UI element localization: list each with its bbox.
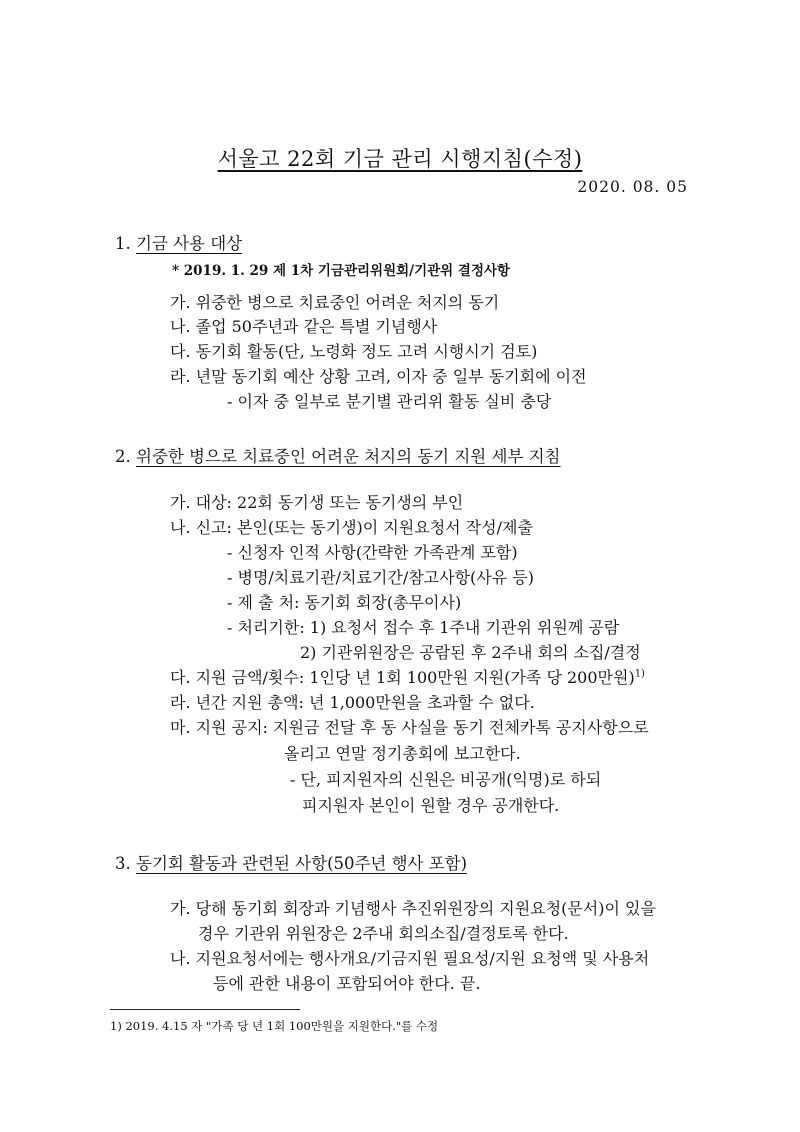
section-1-line-4: 라. 년말 동기회 예산 상황 고려, 이자 중 일부 동기회에 이전 [170, 367, 587, 386]
section-2-title: 위중한 병으로 치료중인 어려운 처지의 동기 지원 세부 지침 [136, 447, 561, 466]
section-3-number: 3. [115, 854, 131, 873]
document-title: 서울고 22회 기금 관리 시행지침(수정) [217, 147, 583, 171]
section-2-heading [115, 443, 561, 467]
document-date: 2020. 08. 05 [577, 178, 688, 196]
section-2-line-9: 라. 년간 지원 총액: 년 1,000만원을 초과할 수 없다. [170, 693, 535, 712]
section-3-line-2: 경우 기관위 위원장은 2주내 회의소집/결정토록 한다. [198, 924, 569, 943]
section-2-line-3: - 신청자 인적 사항(간략한 가족관계 포함) [227, 543, 518, 562]
section-2-number: 2. [115, 447, 131, 466]
footnote: 1) 2019. 4.15 자 "가족 당 년 1회 100만원을 지원한다."를 수정 [110, 1019, 439, 1033]
section-2-line-6: - 처리기한: 1) 요청서 접수 후 1주내 기관위 위원께 공람 [227, 618, 620, 637]
section-2-line-8-text: 다. 지원 금액/횟수: 1인당 년 1회 100만원 지원(가족 당 200만원) [170, 668, 635, 687]
section-2-line-13: 피지원자 본인이 원할 경우 공개한다. [302, 796, 560, 815]
section-1-title: 기금 사용 대상 [136, 234, 243, 253]
section-1-number: 1. [115, 234, 131, 253]
section-2-line-5: - 제 출 처: 동기회 회장(총무이사) [227, 593, 462, 612]
section-3-line-3: 나. 지원요청서에는 행사개요/기금지원 필요성/지원 요청액 및 사용처 [170, 949, 650, 968]
section-1-line-2: 나. 졸업 50주년과 같은 특별 기념행사 [170, 317, 438, 336]
section-1-line-1: 가. 위중한 병으로 치료중인 어려운 처지의 동기 [170, 293, 500, 312]
section-1-note: * 2019. 1. 29 제 1차 기금관리위원회/기관위 결정사항 [172, 263, 511, 279]
section-3-line-1: 가. 당해 동기회 회장과 기념행사 추진위원장의 지원요청(문서)이 있을 [170, 899, 656, 918]
section-1-line-5: - 이자 중 일부로 분기별 관리위 활동 실비 충당 [227, 392, 552, 411]
section-3-heading [115, 850, 467, 874]
section-3-title: 동기회 활동과 관련된 사항(50주년 행사 포함) [136, 854, 468, 873]
footnote-mark: 1) [634, 668, 645, 680]
section-2-line-11: 올리고 연말 정기총회에 보고한다. [284, 744, 521, 763]
section-1-line-3: 다. 동기회 활동(단, 노령화 정도 고려 시행시기 검토) [170, 342, 538, 361]
section-1-heading [115, 230, 242, 254]
footnote-divider [110, 1009, 300, 1010]
section-2-line-7: 2) 기관위원장은 공람된 후 2주내 회의 소집/결정 [300, 643, 641, 662]
section-2-line-2: 나. 신고: 본인(또는 동기생)이 지원요청서 작성/제출 [170, 518, 533, 537]
section-2-line-1: 가. 대상: 22회 동기생 또는 동기생의 부인 [170, 493, 464, 512]
section-2-line-8 [170, 665, 645, 688]
section-2-line-4: - 병명/치료기관/치료기간/참고사항(사유 등) [227, 568, 534, 587]
section-2-line-10: 마. 지원 공지: 지원금 전달 후 동 사실을 동기 전체카톡 공지사항으로 [170, 718, 649, 737]
section-3-line-4: 등에 관한 내용이 포함되어야 한다. 끝. [213, 974, 481, 993]
section-2-line-12: - 단, 피지원자의 신원은 비공개(익명)로 하되 [290, 770, 602, 789]
